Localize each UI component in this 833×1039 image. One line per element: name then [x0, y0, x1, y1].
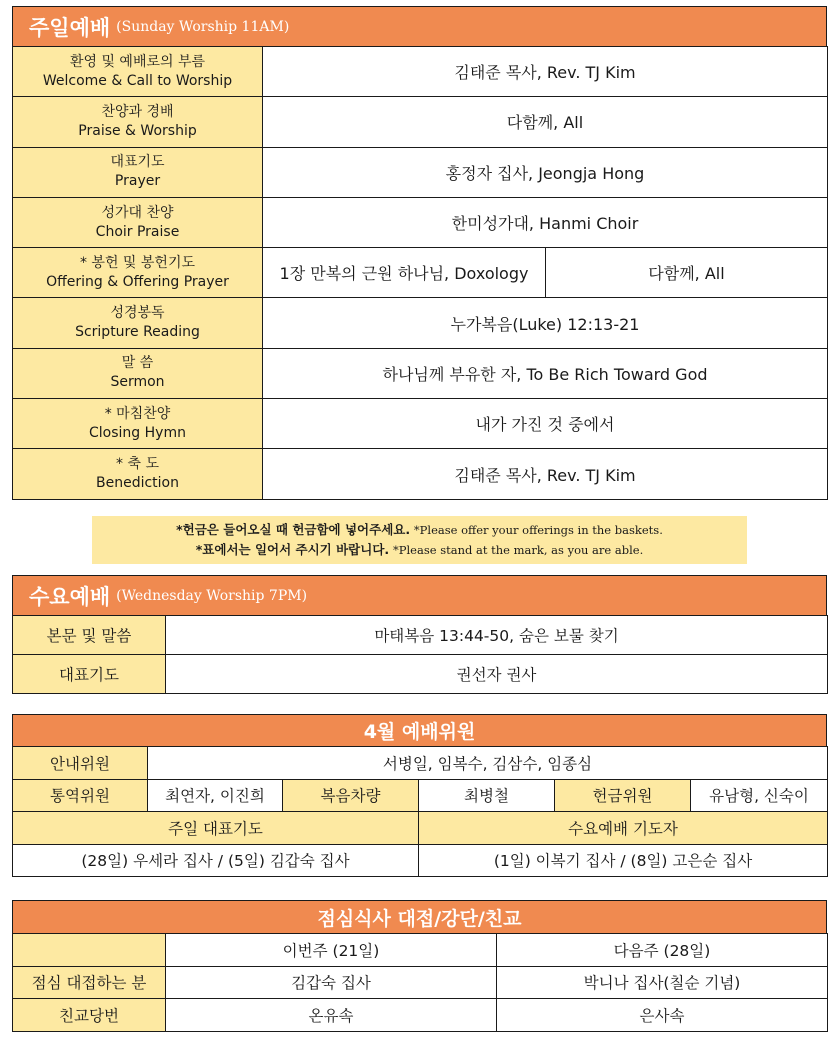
- fellowship-duty-this-week: 온유속: [166, 999, 497, 1032]
- committee-table: [12, 746, 828, 877]
- label-en: Closing Hymn: [89, 424, 186, 441]
- order-value: 홍정자 집사, Jeongja Hong: [263, 147, 828, 197]
- offering-committee-value: 유남형, 신숙이: [691, 779, 828, 812]
- table-row: [13, 747, 828, 780]
- vehicle-value: 최병철: [419, 779, 555, 812]
- label-ko: 찬양과 경배: [101, 103, 174, 120]
- order-label: [13, 449, 263, 499]
- note-stand-ko: *표에서는 일어서 주시기 바랍니다.: [195, 542, 390, 557]
- wednesday-worship-header: [12, 575, 827, 615]
- note-offering-ko: *헌금은 들어오실 때 헌금함에 넣어주세요.: [176, 522, 411, 537]
- wednesday-title-ko: 수요예배: [29, 584, 111, 609]
- interpreter-value: 최연자, 이진희: [148, 779, 283, 812]
- order-value: 다함께, All: [263, 97, 828, 147]
- order-value: 1장 만복의 근원 하나님, Doxology: [263, 248, 546, 298]
- label-en: Welcome & Call to Worship: [42, 72, 233, 89]
- fellowship-duty-label: 친교당번: [13, 999, 166, 1032]
- lunch-host-label: 점심 대접하는 분: [13, 966, 166, 999]
- wednesday-prayer-label: 수요예배 기도자: [419, 812, 828, 845]
- sunday-title-en: (Sunday Worship 11AM): [116, 18, 290, 35]
- usher-value: 서병일, 임복수, 김삼수, 임종심: [148, 747, 828, 780]
- vehicle-label: 복음차량: [283, 779, 419, 812]
- table-row: [13, 147, 828, 197]
- order-label: [13, 97, 263, 147]
- offering-committee-label: 헌금위원: [555, 779, 691, 812]
- table-row: [13, 348, 828, 398]
- table-row: [13, 298, 828, 348]
- order-value: 한미성가대, Hanmi Choir: [263, 197, 828, 247]
- label-ko: * 마침찬양: [104, 405, 171, 422]
- wednesday-label: 대표기도: [13, 655, 166, 694]
- table-row: [13, 197, 828, 247]
- lunch-host-next-week: 박니나 집사(칠순 기념): [497, 966, 828, 999]
- table-row: [13, 779, 828, 812]
- label-en: Sermon: [110, 374, 165, 391]
- order-value: 내가 가진 것 중에서: [263, 399, 828, 449]
- note-line-offering: [176, 520, 663, 540]
- table-row: [13, 655, 828, 694]
- label-ko: 환영 및 예배로의 부름: [69, 53, 206, 70]
- table-row: [13, 248, 828, 298]
- label-ko: * 축 도: [116, 456, 159, 473]
- label-en: Praise & Worship: [78, 122, 197, 139]
- sunday-title-ko: 주일예배: [29, 15, 111, 40]
- table-row: [13, 399, 828, 449]
- lunch-table: [12, 933, 828, 1032]
- wednesday-value: 권선자 권사: [166, 655, 828, 694]
- note-stand-en: *Please stand at the mark, as you are able.: [393, 543, 644, 557]
- table-row: [13, 966, 828, 999]
- committee-header: [12, 714, 827, 746]
- label-ko: 말 씀: [121, 355, 154, 372]
- label-ko: 대표기도: [110, 154, 165, 171]
- label-en: Scripture Reading: [75, 324, 200, 341]
- note-line-stand: [196, 540, 643, 560]
- committee-title: 4월 예배위원: [363, 721, 476, 743]
- table-row: [13, 97, 828, 147]
- next-week-header: 다음주 (28일): [497, 934, 828, 967]
- fellowship-duty-next-week: 은사속: [497, 999, 828, 1032]
- wednesday-title-en: (Wednesday Worship 7PM): [116, 587, 308, 604]
- order-value: 하나님께 부유한 자, To Be Rich Toward God: [263, 348, 828, 398]
- label-en: Benediction: [96, 475, 179, 492]
- sunday-prayer-value: (28일) 우세라 집사 / (5일) 김갑숙 집사: [13, 844, 419, 877]
- table-row: [13, 47, 828, 97]
- table-row: [13, 844, 828, 877]
- table-row: [13, 616, 828, 655]
- order-value: 김태준 목사, Rev. TJ Kim: [263, 47, 828, 97]
- order-value: 김태준 목사, Rev. TJ Kim: [263, 449, 828, 499]
- lunch-corner-cell: [13, 934, 166, 967]
- this-week-header: 이번주 (21일): [166, 934, 497, 967]
- lunch-title: 점심식사 대접/강단/친교: [317, 907, 522, 930]
- wednesday-value: 마태복음 13:44-50, 숨은 보물 찾기: [166, 616, 828, 655]
- wednesday-prayer-value: (1일) 이복기 집사 / (8일) 고은순 집사: [419, 844, 828, 877]
- order-label: [13, 399, 263, 449]
- sunday-prayer-label: 주일 대표기도: [13, 812, 419, 845]
- order-label: [13, 298, 263, 348]
- committee-section: [12, 714, 827, 877]
- label-en: Choir Praise: [95, 223, 180, 240]
- table-row: [13, 812, 828, 845]
- sunday-worship-section: [12, 6, 827, 500]
- sunday-worship-header: [12, 6, 827, 46]
- label-ko: * 봉헌 및 봉헌기도: [79, 254, 196, 271]
- wednesday-label: 본문 및 말씀: [13, 616, 166, 655]
- lunch-section: [12, 900, 827, 1032]
- note-offering-en: *Please offer your offerings in the baskets.: [413, 523, 663, 537]
- wednesday-table: [12, 615, 828, 694]
- lunch-header: [12, 900, 827, 933]
- order-label: [13, 47, 263, 97]
- usher-label: 안내위원: [13, 747, 148, 780]
- label-en: Prayer: [114, 173, 161, 190]
- label-en: Offering & Offering Prayer: [46, 273, 229, 290]
- lunch-host-this-week: 김갑숙 집사: [166, 966, 497, 999]
- wednesday-worship-section: [12, 575, 827, 694]
- sunday-order-table: [12, 46, 828, 500]
- order-value: 누가복음(Luke) 12:13-21: [263, 298, 828, 348]
- label-ko: 성가대 찬양: [101, 204, 174, 221]
- order-label: [13, 348, 263, 398]
- order-label: [13, 248, 263, 298]
- order-value-secondary: 다함께, All: [546, 248, 828, 298]
- table-row: [13, 999, 828, 1032]
- order-label: [13, 147, 263, 197]
- offering-note: [92, 516, 747, 564]
- interpreter-label: 통역위원: [13, 779, 148, 812]
- label-ko: 성경봉독: [110, 305, 165, 322]
- table-row: [13, 934, 828, 967]
- order-label: [13, 197, 263, 247]
- table-row: [13, 449, 828, 499]
